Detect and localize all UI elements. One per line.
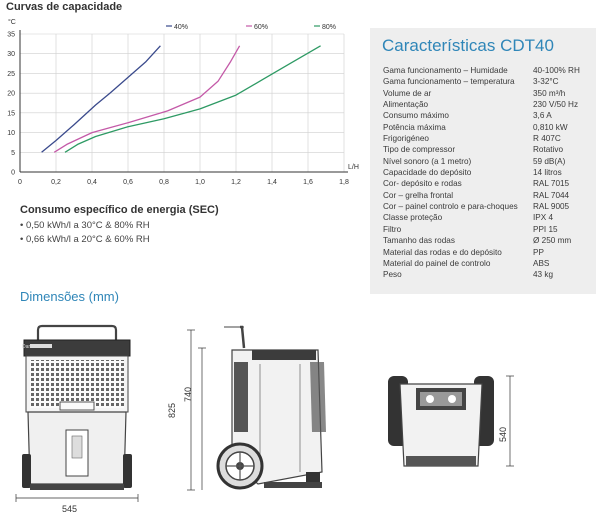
x-tick-label: 1,2 bbox=[231, 179, 241, 186]
spec-row bbox=[383, 178, 580, 189]
spec-value: 0,810 kW bbox=[533, 122, 568, 132]
spec-label: Tamanho das rodas bbox=[383, 236, 455, 246]
spec-row bbox=[383, 269, 580, 280]
spec-label: Peso bbox=[383, 270, 402, 280]
x-tick-label: 0,8 bbox=[159, 179, 169, 186]
spec-row bbox=[383, 258, 580, 269]
spec-row bbox=[383, 212, 580, 223]
side-view-drawing bbox=[160, 322, 345, 502]
spec-label: Cor- depósito e rodas bbox=[383, 179, 462, 189]
series-line bbox=[42, 46, 161, 153]
spec-row bbox=[383, 110, 580, 121]
y-tick-label: 30 bbox=[7, 51, 15, 59]
y-tick-label: 15 bbox=[7, 110, 15, 118]
spec-row bbox=[383, 247, 580, 258]
x-tick-label: 1,8 bbox=[339, 179, 349, 186]
y-tick-label: 35 bbox=[7, 31, 15, 39]
capacity-chart bbox=[0, 10, 365, 200]
spec-row bbox=[383, 224, 580, 235]
spec-label: Alimentação bbox=[383, 100, 429, 110]
spec-label: Capacidade do depósito bbox=[383, 168, 472, 178]
spec-value: Ø 250 mm bbox=[533, 236, 572, 246]
spec-value: PP bbox=[533, 247, 544, 257]
spec-value: RAL 7044 bbox=[533, 190, 570, 200]
spec-label: Nível sonoro (a 1 metro) bbox=[383, 156, 472, 166]
spec-label: Material das rodas e do depósito bbox=[383, 247, 502, 257]
spec-row bbox=[383, 65, 580, 76]
spec-value: PPI 15 bbox=[533, 224, 558, 234]
dim-width-front: 545 bbox=[62, 504, 78, 514]
spec-value: 230 V/50 Hz bbox=[533, 100, 579, 110]
spec-value: 40-100% RH bbox=[533, 66, 580, 75]
legend-label: 60% bbox=[254, 24, 269, 31]
spec-row bbox=[383, 190, 580, 201]
sec-title: Consumo específico de energia (SEC) bbox=[20, 204, 219, 216]
legend-label: 80% bbox=[322, 24, 337, 31]
spec-value: 3-32°C bbox=[533, 77, 559, 87]
spec-label: Potência máxima bbox=[383, 122, 446, 132]
front-view-drawing bbox=[10, 322, 145, 527]
spec-value: RAL 9005 bbox=[533, 202, 570, 212]
specs-panel bbox=[370, 28, 596, 294]
spec-label: Material do painel de controlo bbox=[383, 258, 491, 268]
dim-height-body: 740 bbox=[183, 386, 193, 402]
spec-row bbox=[383, 201, 580, 212]
spec-row bbox=[383, 144, 580, 155]
spec-row bbox=[383, 76, 580, 87]
spec-row bbox=[383, 167, 580, 178]
x-tick-label: 0 bbox=[18, 179, 22, 186]
spec-value: 14 litros bbox=[533, 168, 562, 178]
specs-table bbox=[383, 65, 580, 281]
spec-row bbox=[383, 99, 580, 110]
spec-label: Cor – painel controlo e para-choques bbox=[383, 202, 518, 212]
spec-row bbox=[383, 156, 580, 167]
spec-label: Frigorigéneo bbox=[383, 134, 429, 144]
spec-row bbox=[383, 133, 580, 144]
spec-value: 350 m³/h bbox=[533, 88, 566, 98]
dimensions-title: Dimensões (mm) bbox=[20, 289, 119, 304]
specs-title: Características CDT40 bbox=[382, 36, 554, 55]
x-tick-label: 1,4 bbox=[267, 179, 277, 186]
dim-height-total: 825 bbox=[167, 402, 177, 418]
legend-label: 40% bbox=[174, 24, 189, 31]
y-axis-label: °C bbox=[8, 19, 16, 26]
sec-item: • 0,50 kWh/l a 30°C & 80% RH bbox=[20, 220, 150, 231]
spec-row bbox=[383, 235, 580, 246]
spec-value: R 407C bbox=[533, 134, 561, 144]
x-tick-label: 0,4 bbox=[87, 179, 97, 186]
spec-label: Gama funcionamento – Humidade bbox=[383, 66, 508, 75]
x-tick-label: 0,6 bbox=[123, 179, 133, 186]
spec-value: 59 dB(A) bbox=[533, 156, 566, 166]
spec-row bbox=[383, 122, 580, 133]
spec-value: 3,6 A bbox=[533, 111, 552, 121]
sec-item: • 0,66 kWh/l a 20°C & 60% RH bbox=[20, 234, 150, 245]
y-tick-label: 0 bbox=[11, 169, 15, 177]
spec-value: RAL 7015 bbox=[533, 179, 570, 189]
spec-value: IPX 4 bbox=[533, 213, 554, 223]
spec-value: ABS bbox=[533, 258, 550, 268]
spec-label: Classe proteção bbox=[383, 213, 443, 223]
spec-label: Consumo máximo bbox=[383, 111, 449, 121]
chart-title: Curvas de capacidade bbox=[6, 1, 123, 13]
x-tick-label: 1,0 bbox=[195, 179, 205, 186]
y-tick-label: 10 bbox=[7, 130, 15, 138]
spec-label: Volume de ar bbox=[383, 88, 432, 98]
spec-value: Rotativo bbox=[533, 145, 564, 155]
spec-label: Gama funcionamento – temperatura bbox=[383, 77, 515, 87]
x-tick-label: 0,2 bbox=[51, 179, 61, 186]
spec-label: Filtro bbox=[383, 224, 402, 234]
y-tick-label: 5 bbox=[11, 149, 15, 157]
brand-logo: Dantherm bbox=[22, 344, 44, 350]
y-tick-label: 25 bbox=[7, 70, 15, 78]
x-tick-label: 1,6 bbox=[303, 179, 313, 186]
series-line bbox=[54, 46, 239, 153]
spec-value: 43 kg bbox=[533, 270, 554, 280]
spec-row bbox=[383, 88, 580, 99]
x-axis-label: L/H bbox=[348, 164, 359, 171]
top-view-drawing bbox=[378, 370, 548, 480]
spec-label: Cor – grelha frontal bbox=[383, 190, 454, 200]
spec-label: Tipo de compressor bbox=[383, 145, 456, 155]
y-tick-label: 20 bbox=[7, 90, 15, 98]
dim-depth-top: 540 bbox=[498, 426, 508, 442]
